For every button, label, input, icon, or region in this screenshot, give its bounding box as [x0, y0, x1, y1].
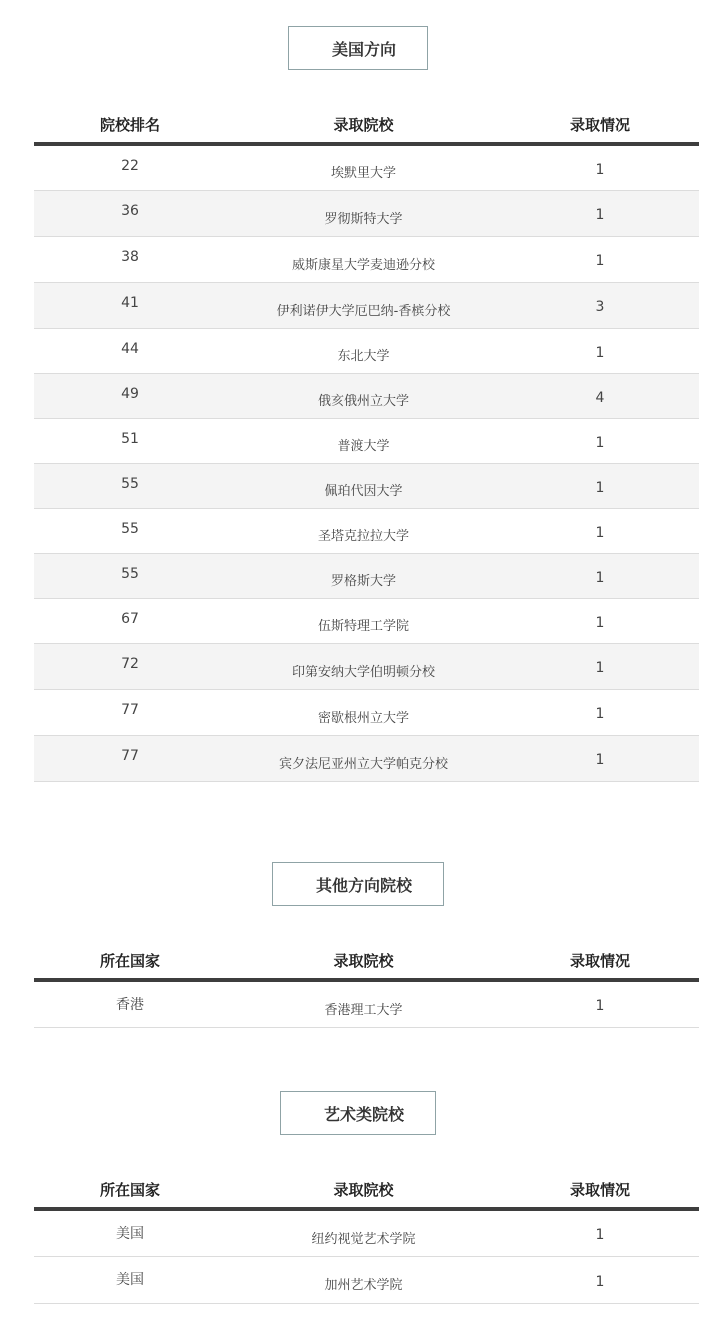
art-table	[34, 1172, 699, 1304]
section-title-label: 美国方向	[331, 39, 396, 59]
count-cell: 1	[501, 689, 699, 735]
header-count: 录取情况	[501, 943, 699, 980]
rank-cell: 51	[34, 418, 226, 463]
school-cell: 加州艺术学院	[226, 1256, 501, 1303]
rank-cell: 36	[34, 190, 226, 236]
count-cell: 4	[501, 373, 699, 418]
school-cell: 圣塔克拉拉大学	[226, 508, 501, 553]
school-cell: 埃默里大学	[226, 144, 501, 190]
header-school: 录取院校	[226, 107, 501, 144]
count-cell: 1	[501, 328, 699, 373]
school-cell: 伍斯特理工学院	[226, 598, 501, 643]
table-row	[34, 463, 699, 508]
table-row	[34, 598, 699, 643]
school-cell: 俄亥俄州立大学	[226, 373, 501, 418]
rank-cell: 44	[34, 328, 226, 373]
school-cell: 伊利诺伊大学厄巴纳-香槟分校	[226, 282, 501, 328]
table-row	[34, 236, 699, 282]
header-rank: 院校排名	[34, 107, 226, 144]
school-cell: 佩珀代因大学	[226, 463, 501, 508]
country-cell: 美国	[34, 1209, 226, 1256]
header-school: 录取院校	[226, 943, 501, 980]
table-row	[34, 689, 699, 735]
rank-cell: 67	[34, 598, 226, 643]
count-cell: 3	[501, 282, 699, 328]
table-row	[34, 980, 699, 1027]
section-title-art	[280, 1091, 436, 1135]
header-country: 所在国家	[34, 943, 226, 980]
section-title-us	[288, 26, 428, 70]
table-row	[34, 190, 699, 236]
section-title-label: 艺术类院校	[323, 1104, 404, 1124]
header-country: 所在国家	[34, 1172, 226, 1209]
count-cell: 1	[501, 598, 699, 643]
count-cell: 1	[501, 463, 699, 508]
count-cell: 1	[501, 643, 699, 689]
table-header-row	[34, 1172, 699, 1209]
table-row	[34, 418, 699, 463]
table-row	[34, 282, 699, 328]
table-row	[34, 328, 699, 373]
count-cell: 1	[501, 144, 699, 190]
table-row	[34, 373, 699, 418]
count-cell: 1	[501, 508, 699, 553]
school-cell: 纽约视觉艺术学院	[226, 1209, 501, 1256]
count-cell: 1	[501, 236, 699, 282]
table-row	[34, 553, 699, 598]
rank-cell: 55	[34, 463, 226, 508]
rank-cell: 72	[34, 643, 226, 689]
rank-cell: 49	[34, 373, 226, 418]
school-cell: 香港理工大学	[226, 980, 501, 1027]
country-cell: 美国	[34, 1256, 226, 1303]
table-header-row	[34, 943, 699, 980]
rank-cell: 55	[34, 508, 226, 553]
count-cell: 1	[501, 553, 699, 598]
table-row	[34, 643, 699, 689]
rank-cell: 41	[34, 282, 226, 328]
school-cell: 罗彻斯特大学	[226, 190, 501, 236]
school-cell: 密歇根州立大学	[226, 689, 501, 735]
table-header-row	[34, 107, 699, 144]
rank-cell: 55	[34, 553, 226, 598]
school-cell: 普渡大学	[226, 418, 501, 463]
header-school: 录取院校	[226, 1172, 501, 1209]
school-cell: 宾夕法尼亚州立大学帕克分校	[226, 735, 501, 781]
us-table	[34, 107, 699, 782]
header-count: 录取情况	[501, 1172, 699, 1209]
school-cell: 印第安纳大学伯明顿分校	[226, 643, 501, 689]
table-row	[34, 1256, 699, 1303]
rank-cell: 77	[34, 689, 226, 735]
header-count: 录取情况	[501, 107, 699, 144]
school-cell: 东北大学	[226, 328, 501, 373]
table-row	[34, 735, 699, 781]
rank-cell: 38	[34, 236, 226, 282]
count-cell: 1	[501, 190, 699, 236]
count-cell: 1	[501, 980, 699, 1027]
table-row	[34, 508, 699, 553]
section-title-label: 其他方向院校	[315, 875, 412, 895]
count-cell: 1	[501, 1256, 699, 1303]
count-cell: 1	[501, 735, 699, 781]
rank-cell: 77	[34, 735, 226, 781]
rank-cell: 22	[34, 144, 226, 190]
school-cell: 威斯康星大学麦迪逊分校	[226, 236, 501, 282]
other-table	[34, 943, 699, 1028]
school-cell: 罗格斯大学	[226, 553, 501, 598]
section-title-other	[272, 862, 444, 906]
count-cell: 1	[501, 1209, 699, 1256]
table-row	[34, 1209, 699, 1256]
table-row	[34, 144, 699, 190]
country-cell: 香港	[34, 980, 226, 1027]
count-cell: 1	[501, 418, 699, 463]
